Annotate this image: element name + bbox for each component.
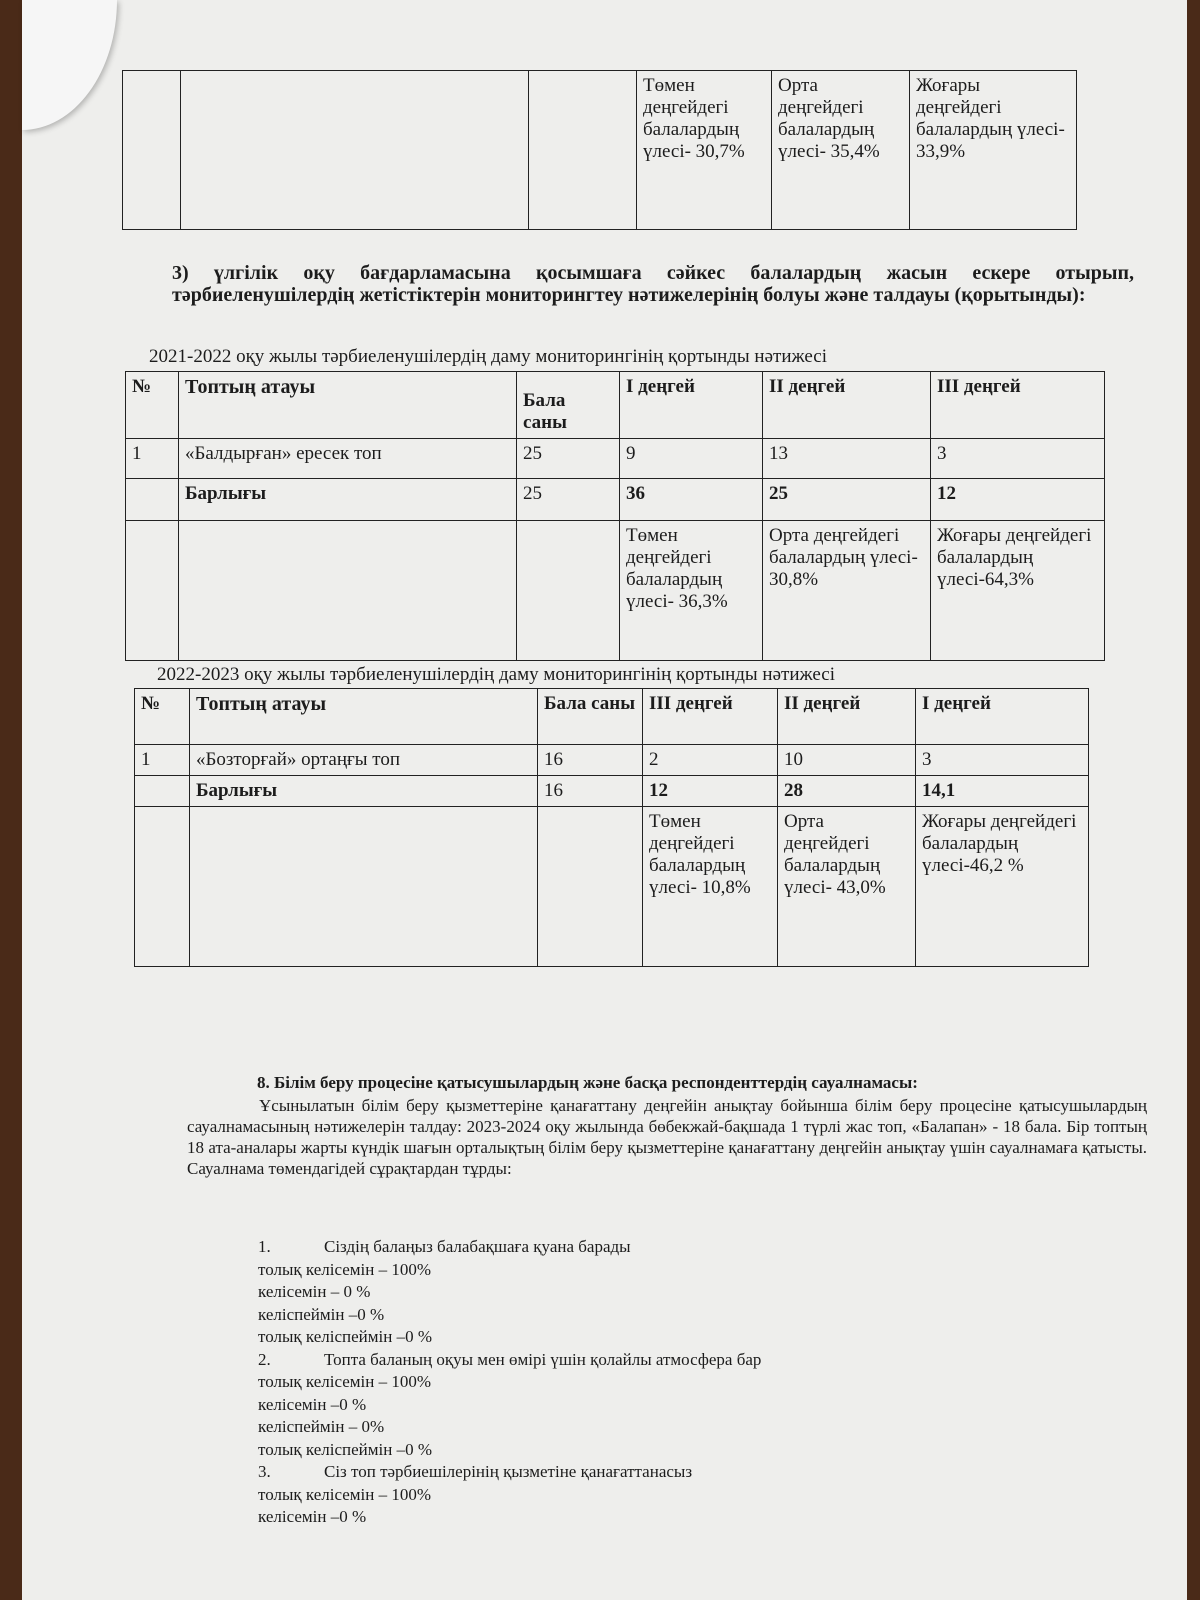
answer: толық келіспеймін –0 % [258, 1439, 433, 1459]
answer: толық келіспеймін –0 % [258, 1327, 433, 1346]
top-table [122, 70, 1077, 230]
answer: толық келісемін – 100% [258, 1259, 432, 1279]
table2-caption: 2022-2023 оқу жылы тәрбиеленушілердің даму мониторингінің қортынды нәтижесі [157, 664, 835, 685]
low-level-share: Төмен деңгейдегі балалардың үлесі- 30,7% [637, 71, 772, 230]
survey-section [187, 1072, 1147, 1179]
answer: толық келісемін – 100% [258, 1484, 432, 1504]
monitoring-table-2021 [125, 371, 1105, 661]
high-level-share: Жоғары деңгейдегі балалардың үлесі- 33,9% [910, 71, 1077, 230]
answer: келіспеймін – 0% [258, 1417, 385, 1436]
answer: келісемін –0 % [258, 1394, 367, 1414]
low-level-share: Төмен деңгейдегі балалардың үлесі- 10,8% [643, 807, 778, 967]
table-row: 1 «Балдырған» ересек топ 25 9 13 3 [126, 439, 1105, 479]
page-curl [22, 0, 117, 130]
answer: келісемін –0 % [258, 1507, 367, 1526]
question-block: 3. Сіз топ тәрбиешілерінің қызметіне қанағаттанасыз толық келісемін – 100% келісемін –0 % [258, 1461, 1058, 1529]
question-text: Топта баланың оқуы мен өмірі үшін қолайлы атмосфера бар [324, 1349, 762, 1369]
low-level-share: Төмен деңгейдегі балалардың үлесі- 36,3% [620, 521, 763, 661]
high-level-share: Жоғары деңгейдегі балалардың үлесі-64,3% [931, 521, 1105, 661]
question-block: 2. Топта баланың оқуы мен өмірі үшін қолайлы атмосфера бар толық келісемін – 100% келісемін –0 % келіспеймін – 0% толық келіспеймін –0 % [258, 1349, 1058, 1462]
section-heading: 3) үлгілік оқу бағдарламасына қосымшаға сәйкес балалардың жасын ескере отырып, тәрбиеленушілердің жетістіктерін мониторингтеу нәтижелерінің болуы және талдауы (қорытынды): [172, 262, 1134, 306]
high-level-share: Жоғары деңгейдегі балалардың үлесі-46,2 % [916, 807, 1089, 967]
mid-level-share: Орта деңгейдегі балалардың үлесі- 35,4% [772, 71, 910, 230]
mid-level-share: Орта деңгейдегі балалардың үлесі- 43,0% [778, 807, 916, 967]
monitoring-table-2022 [134, 688, 1089, 967]
summary-row [126, 521, 1105, 661]
mid-level-share: Орта деңгейдегі балалардың үлесі- 30,8% [763, 521, 931, 661]
total-row: Барлығы 25 36 25 12 [126, 479, 1105, 521]
table-row [123, 71, 1077, 230]
summary-row [135, 807, 1089, 967]
question-text: Сіз топ тәрбиешілерінің қызметіне қанағаттанасыз [324, 1462, 693, 1481]
question-block: 1. Сіздің балаңыз балабақшаға қуана барады толық келісемін – 100% келісемін – 0 % келіспеймін –0 % толық келіспеймін –0 % [258, 1236, 1058, 1349]
table-header-row: № Топтың атауы Бала саны ІІІ деңгей ІІ деңгей І деңгей [135, 689, 1089, 745]
total-row: Барлығы 16 12 28 14,1 [135, 776, 1089, 807]
table1-caption: 2021-2022 оқу жылы тәрбиеленушілердің даму мониторингінің қортынды нәтижесі [149, 346, 827, 367]
table-header-row: № Топтың атауы Бала саны І деңгей ІІ деңгей ІІІ деңгей [126, 372, 1105, 439]
document-page [22, 0, 1187, 1600]
section-title: 8. Білім беру процесіне қатысушылардың және басқа респонденттердің сауалнамасы: [257, 1073, 918, 1092]
answer: келісемін – 0 % [258, 1282, 371, 1301]
survey-questions [258, 1236, 1058, 1529]
section-body: Ұсынылатын білім беру қызметтеріне қанағаттану деңгейін анықтау бойынша білім беру процесіне қатысушылардың сауалнамасының нәтижелерін талдау: 2023-2024 оқу жылында бөбекжай-бақшада 1 түрлі жас топ, «Балапан» - 18 бала. Бір топтың 18 ата-аналары жарты күндік шағын орталықтың білім беру қызметтеріне қанағаттану деңгейін анықтау үшін сауалнамаға қатысты. Сауалнама төмендагідей сұрақтардан тұрды: [187, 1096, 1147, 1178]
answer: келіспеймін –0 % [258, 1304, 385, 1324]
question-text: Сіздің балаңыз балабақшаға қуана барады [324, 1237, 631, 1256]
table-row: 1 «Бозторғай» ортаңғы топ 16 2 10 3 [135, 745, 1089, 776]
answer: толық келісемін – 100% [258, 1372, 432, 1391]
